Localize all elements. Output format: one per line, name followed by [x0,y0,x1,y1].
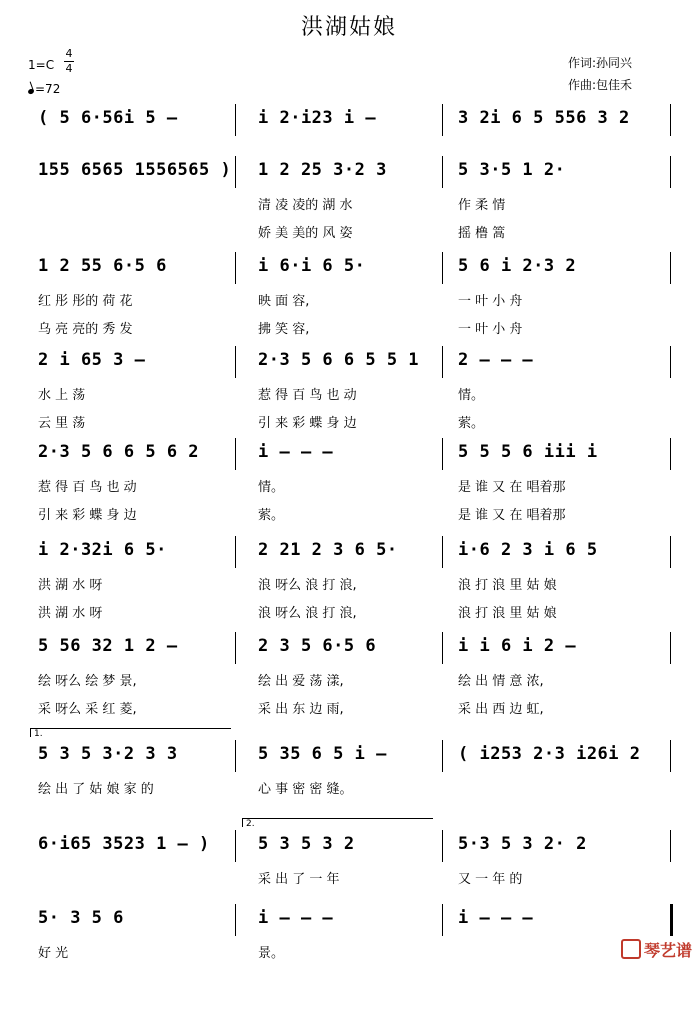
measure: i – – – [458,908,534,928]
bar-line [670,536,671,568]
measure: 2 i 65 3 – [38,350,146,370]
lyric-text: 采 出 东 边 雨, [258,702,344,717]
lyric-text: 惹 得 百 鸟 也 动 [258,388,357,403]
measure: 155 6565 1556565 ) [38,160,232,180]
time-signature [64,48,74,75]
bar-line [442,904,443,936]
measure: 3 2i 6 5 556 3 2 [458,108,630,128]
bar-line [442,740,443,772]
score-row [30,540,670,650]
lyric-text: 乌 亮 亮的 秀 发 [38,322,133,337]
measure: i 2·32i 6 5· [38,540,167,560]
measure: 5·3 5 3 2· 2 [458,834,587,854]
bar-line [670,438,671,470]
score-row [30,160,670,270]
lyric-text: 浪 呀么 浪 打 浪, [258,606,357,621]
notation-line [30,540,670,566]
measure: ( i253 2·3 i26i 2 [458,744,641,764]
lyric-text: 绘 呀么 绘 梦 景, [38,674,137,689]
bar-line [442,252,443,284]
quarter-note-icon [27,88,34,95]
lyric-text: 采 呀么 采 红 菱, [38,702,137,717]
volta-number: 2. [246,819,255,829]
lyric-text: 萦。 [458,416,485,431]
lyric-text: 浪 打 浪 里 姑 娘 [458,578,557,593]
bar-line [235,632,236,664]
bar-line [235,438,236,470]
logo-mark-icon [621,939,641,959]
volta-bracket [30,728,231,737]
lyric-text: 作 柔 情 [458,198,506,213]
measure: i 6·i 6 5· [258,256,366,276]
measure: ( 5 6·56i 5 – [38,108,178,128]
lyric-text: 一 叶 小 舟 [458,294,523,309]
volta-number: 1. [34,729,43,739]
bar-line [670,740,671,772]
notation-line [30,744,670,770]
bar-line [670,904,673,936]
lyric-text: 是 谁 又 在 唱着那 [458,480,566,495]
bar-line [670,156,671,188]
notation-line [30,636,670,662]
bar-line [235,156,236,188]
bar-line [235,904,236,936]
lyric-text: 绘 出 了 姑 娘 家 的 [38,782,154,797]
bar-line [670,252,671,284]
bar-line [442,632,443,664]
measure: 1 2 55 6·5 6 [38,256,167,276]
lyric-text: 水 上 荡 [38,388,86,403]
lyric-text: 又 一 年 的 [458,872,523,887]
lyric-text: 景。 [258,946,285,961]
song-title: 洪湖姑娘 [300,15,397,40]
measure: 5 3 5 3 2 [258,834,355,854]
time-signature-bottom: 4 [65,62,73,75]
composer-credit: 作曲:包佳禾 [568,78,633,92]
bar-line [670,104,671,136]
lyric-text: 绘 出 情 意 浓, [458,674,544,689]
bar-line [442,156,443,188]
measure: 5 3·5 1 2· [458,160,566,180]
lyric-text: 情。 [258,480,285,495]
lyricist-credit: 作词:孙同兴 [568,56,633,70]
lyric-text: 采 出 了 一 年 [258,872,340,887]
measure: i·6 2 3 i 6 5 [458,540,598,560]
notation-line [30,442,670,468]
score-row [30,908,670,1018]
notation-line [30,160,670,186]
measure: 1 2 25 3·2 3 [258,160,387,180]
bar-line [235,830,236,862]
lyric-text: 采 出 西 边 虹, [458,702,544,717]
lyric-text: 好 光 [38,946,69,961]
lyric-text: 洪 湖 水 呀 [38,606,103,621]
lyric-text: 一 叶 小 舟 [458,322,523,337]
bar-line [235,104,236,136]
bar-line [442,536,443,568]
bar-line [670,346,671,378]
bar-line [670,830,671,862]
lyric-text: 浪 呀么 浪 打 浪, [258,578,357,593]
time-signature-top: 4 [65,47,73,60]
measure: 5 35 6 5 i – [258,744,387,764]
measure: i 2·i23 i – [258,108,377,128]
lyric-text: 萦。 [258,508,285,523]
measure: 2·3 5 6 6 5 6 2 [38,442,200,462]
lyric-text: 映 面 容, [258,294,310,309]
lyric-text: 清 凌 凌的 湖 水 [258,198,353,213]
lyric-text: 摇 橹 篙 [458,226,506,241]
key-signature: 1=C [28,58,55,72]
measure: 2 – – – [458,350,534,370]
lyric-text: 绘 出 爱 荡 漾, [258,674,344,689]
measure: 2·3 5 6 6 5 5 1 [258,350,420,370]
lyric-text: 引 来 彩 蝶 身 边 [38,508,137,523]
measure: 5 6 i 2·3 2 [458,256,577,276]
bar-line [235,252,236,284]
lyric-text: 情。 [458,388,485,403]
lyric-text: 惹 得 百 鸟 也 动 [38,480,137,495]
volta-bracket [242,818,433,827]
logo-text: 琴艺谱 [643,940,692,960]
lyric-text: 引 来 彩 蝶 身 边 [258,416,357,431]
measure: 5 56 32 1 2 – [38,636,178,656]
bar-line [442,438,443,470]
measure: 6·i65 3523 1 – ) [38,834,210,854]
lyric-text: 娇 美 美的 风 姿 [258,226,353,241]
bar-line [235,536,236,568]
measure: i – – – [258,908,334,928]
lyric-text: 浪 打 浪 里 姑 娘 [458,606,557,621]
bar-line [235,740,236,772]
notation-line [30,350,670,376]
notation-line [30,108,670,134]
measure: 5· 3 5 6 [38,908,124,928]
lyric-text: 洪 湖 水 呀 [38,578,103,593]
bar-line [670,632,671,664]
lyric-text: 是 谁 又 在 唱着那 [458,508,566,523]
lyric-text: 云 里 荡 [38,416,86,431]
bar-line [442,830,443,862]
lyric-text: 拂 笑 容, [258,322,310,337]
measure: 5 5 5 6 iii i [458,442,598,462]
lyric-text: 红 彤 彤的 荷 花 [38,294,133,309]
lyric-text: 心 事 密 密 缝。 [258,782,353,797]
tempo-marking [28,82,60,96]
measure: 2 21 2 3 6 5· [258,540,398,560]
score-row [30,442,670,552]
notation-line [30,834,670,860]
measure: i i 6 i 2 – [458,636,577,656]
measure: 5 3 5 3·2 3 3 [38,744,178,764]
bar-line [442,346,443,378]
notation-line [30,256,670,282]
bar-line [442,104,443,136]
measure: 2 3 5 6·5 6 [258,636,377,656]
bar-line [235,346,236,378]
notation-line [30,908,670,934]
tempo-value: =72 [35,82,61,96]
site-logo [621,938,692,962]
measure: i – – – [258,442,334,462]
